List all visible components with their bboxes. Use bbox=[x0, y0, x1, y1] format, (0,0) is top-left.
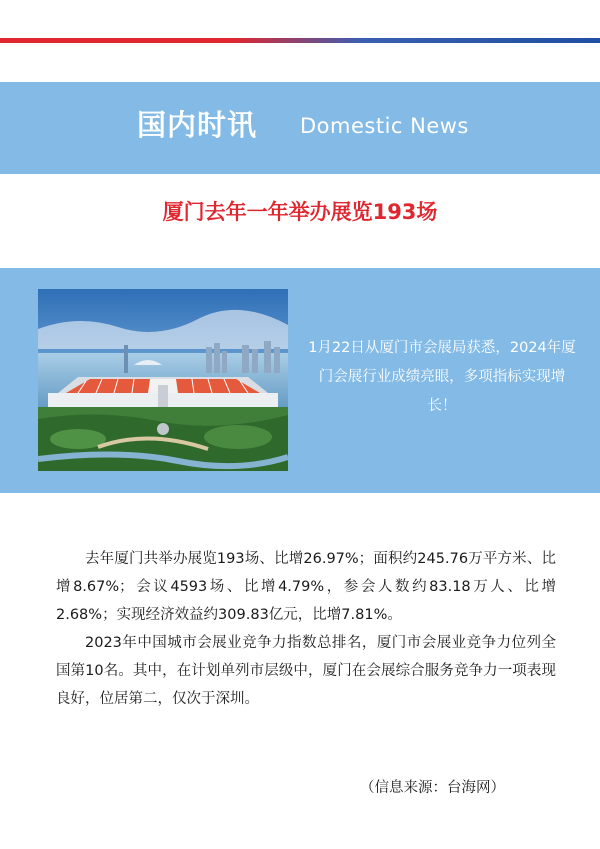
article-photo bbox=[38, 289, 288, 471]
article-body bbox=[56, 545, 556, 713]
photo-caption: 1月22日从厦门市会展局获悉，2024年厦门会展行业成绩亮眼，多项指标实现增长！ bbox=[308, 340, 576, 414]
convention-center-image bbox=[38, 289, 288, 471]
top-divider-bar bbox=[0, 38, 600, 43]
section-title-en: Domestic News bbox=[300, 114, 469, 138]
top-divider-red bbox=[0, 38, 232, 43]
article-paragraph-1: 去年厦门共举办展览193场、比增26.97%；面积约245.76万平方米、比增8.67%；会议4593场、比增4.79%，参会人数约83.18万人、比增2.68%；实现经济效益约309.83亿元，比增7.81%。 bbox=[56, 551, 556, 623]
article-source: （信息来源：台海网） bbox=[360, 780, 505, 796]
section-title-cn: 国内时讯 bbox=[137, 108, 258, 142]
article-paragraph-2: 2023年中国城市会展业竞争力指数总排名，厦门市会展业竞争力位列全国第10名。其中，在计划单列市层级中，厦门在会展综合服务竞争力一项表现良好，位居第二，仅次于深圳。 bbox=[56, 635, 556, 707]
top-divider-blue bbox=[232, 38, 600, 43]
article-headline: 厦门去年一年举办展览193场 bbox=[162, 200, 438, 224]
